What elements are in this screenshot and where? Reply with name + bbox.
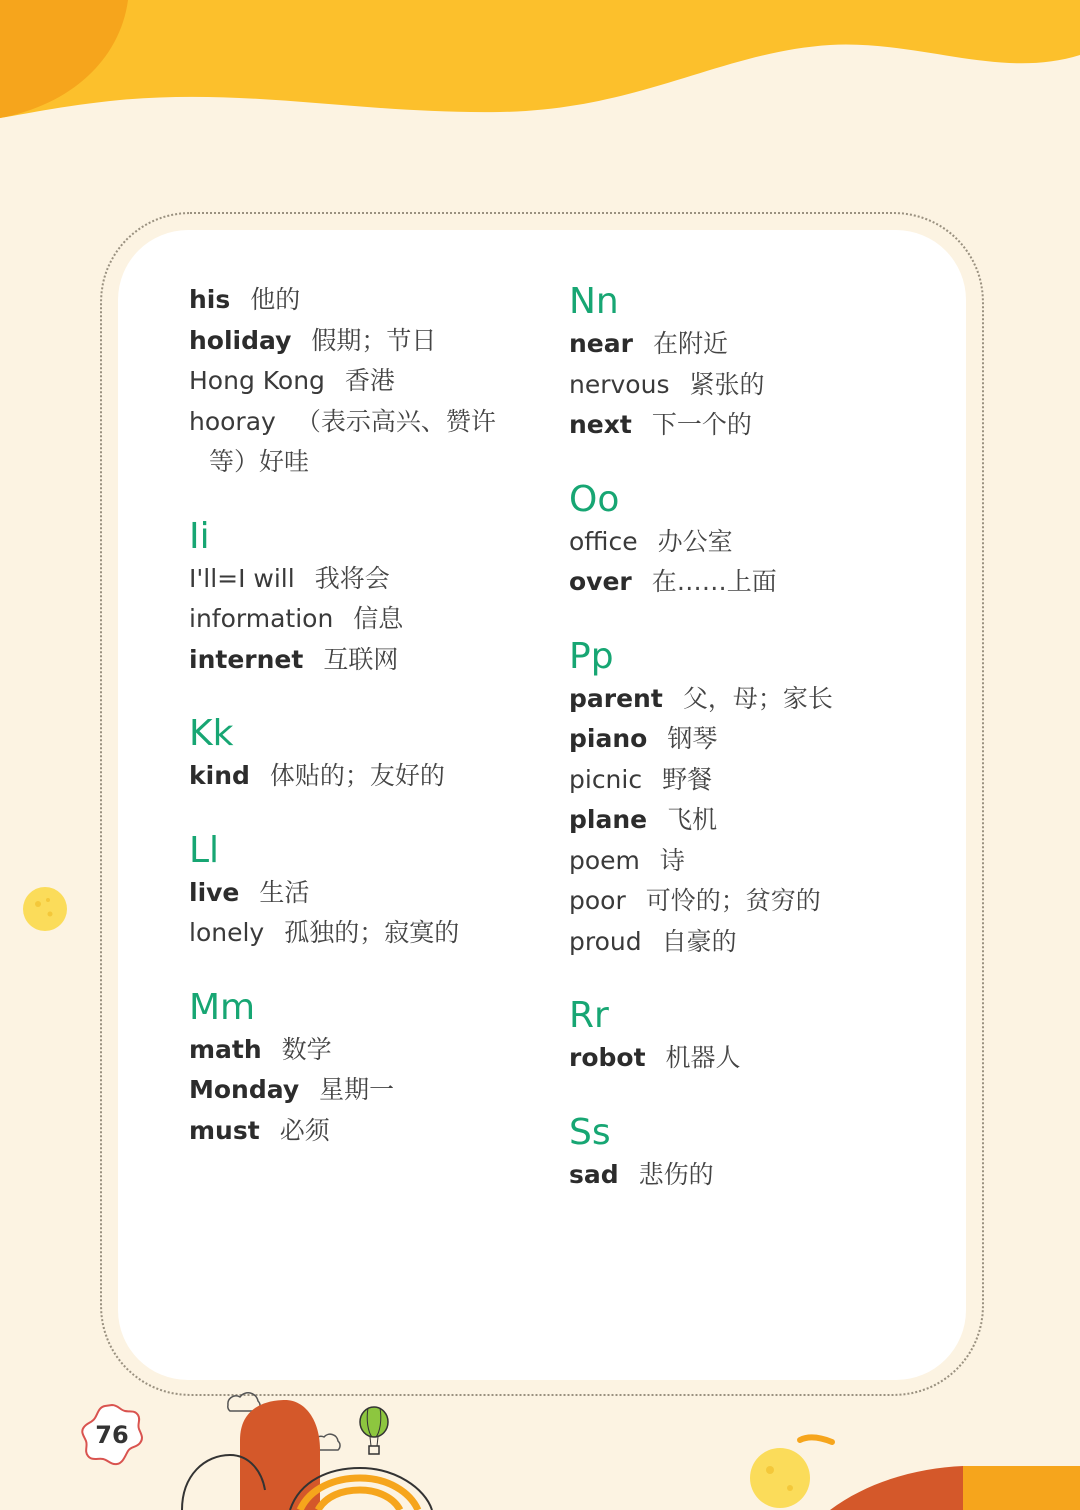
- english-word: proud: [569, 926, 642, 956]
- chinese-meaning: 假期；节日: [311, 325, 437, 355]
- vocab-entry: [189, 559, 529, 600]
- letter-heading: Oo: [569, 478, 620, 520]
- english-word: sad: [569, 1159, 619, 1189]
- vocab-entry: [569, 1038, 949, 1079]
- english-word: poem: [569, 845, 640, 875]
- english-word: math: [189, 1034, 262, 1064]
- left-column: [189, 280, 529, 1151]
- english-word: office: [569, 526, 638, 556]
- vocab-entry: [189, 913, 529, 954]
- vocab-entry: [189, 280, 529, 321]
- english-word: I'll=I will: [189, 563, 295, 593]
- chinese-meaning: 生活: [259, 877, 310, 907]
- section-gap: [569, 603, 949, 635]
- chinese-meaning: 办公室: [657, 526, 733, 556]
- right-column: [569, 280, 949, 1195]
- english-word: lonely: [189, 918, 265, 947]
- vocab-entry: [569, 841, 949, 882]
- vocab-entry: [189, 640, 529, 681]
- vocab-entry: [569, 760, 949, 801]
- chinese-meaning: 体贴的；友好的: [269, 761, 445, 790]
- chinese-meaning: 数学: [281, 1034, 332, 1064]
- letter-heading: Ii: [189, 515, 210, 557]
- chinese-meaning: 我将会: [314, 563, 390, 593]
- english-word: hooray: [189, 406, 276, 436]
- vocab-entry: [569, 324, 949, 365]
- english-word: next: [569, 410, 632, 439]
- letter-heading: Mm: [189, 986, 256, 1028]
- vocab-entry: [569, 800, 949, 841]
- english-word: kind: [189, 761, 250, 790]
- vocab-entry: [189, 873, 529, 914]
- chinese-meaning: 下一个的: [651, 410, 752, 439]
- chinese-meaning: 诗: [659, 845, 685, 875]
- english-word: picnic: [569, 764, 643, 794]
- bottom-decoration: [0, 1380, 1080, 1510]
- chinese-meaning: 互联网: [323, 644, 399, 674]
- english-word: internet: [189, 644, 304, 674]
- vocab-entry: [569, 1155, 949, 1196]
- letter-heading: Nn: [569, 281, 619, 322]
- vocab-entry: [569, 922, 949, 963]
- vocab-entry: [189, 599, 529, 640]
- chinese-meaning: 紧张的: [689, 369, 765, 399]
- vocab-entry: [189, 321, 529, 362]
- chinese-meaning: 自豪的: [661, 926, 737, 956]
- section-gap: [569, 962, 949, 994]
- chinese-meaning: 野餐: [662, 764, 713, 794]
- section-gap: [569, 1079, 949, 1111]
- vocab-entry: [569, 562, 949, 603]
- page-number: 76: [95, 1421, 129, 1449]
- vocab-entry: [569, 365, 949, 406]
- english-word: live: [189, 877, 240, 907]
- english-word: information: [189, 604, 334, 633]
- section-gap: [569, 446, 949, 478]
- chinese-meaning: 钢琴: [667, 724, 718, 753]
- chinese-meaning: （表示高兴、赞许等）好哇: [209, 406, 496, 476]
- letter-heading: Ss: [569, 1111, 611, 1153]
- english-word: must: [189, 1115, 260, 1145]
- chinese-meaning: 香港: [344, 366, 395, 395]
- vocab-entry: [569, 405, 949, 446]
- chinese-meaning: 可怜的；贫穷的: [645, 886, 821, 915]
- english-word: parent: [569, 683, 663, 713]
- chinese-meaning: 星期一: [319, 1075, 395, 1104]
- chinese-meaning: 在……上面: [651, 567, 777, 596]
- vocab-entry: [569, 719, 949, 760]
- vocab-entry: [189, 361, 529, 402]
- english-word: Monday: [189, 1075, 300, 1104]
- chinese-meaning: 机器人: [665, 1043, 741, 1072]
- english-word: Hong Kong: [189, 366, 325, 395]
- chinese-meaning: 父，母；家长: [682, 683, 833, 713]
- vocab-entry: [569, 881, 949, 922]
- vocab-entry: [189, 1111, 529, 1152]
- chinese-meaning: 在附近: [652, 329, 728, 358]
- vocab-entry: [569, 522, 949, 563]
- chinese-meaning: 信息: [353, 604, 404, 633]
- chinese-meaning: 孤独的；寂寞的: [284, 918, 460, 947]
- english-word: holiday: [189, 325, 292, 355]
- vocab-entry: [189, 1030, 529, 1071]
- english-word: nervous: [569, 369, 670, 399]
- vocab-entry: [189, 756, 529, 797]
- moon-decoration: [20, 884, 70, 934]
- english-word: over: [569, 567, 632, 596]
- letter-heading: Pp: [569, 635, 614, 677]
- english-word: robot: [569, 1043, 646, 1072]
- top-wave-decoration: [0, 0, 1080, 130]
- vocab-entry: [189, 1070, 529, 1111]
- chinese-meaning: 他的: [250, 285, 301, 314]
- section-gap: [189, 680, 529, 712]
- letter-heading: Rr: [569, 995, 609, 1036]
- vocab-entry: [189, 402, 529, 483]
- section-gap: [189, 797, 529, 829]
- english-word: poor: [569, 886, 626, 915]
- vocab-entry: [569, 679, 949, 720]
- section-gap: [189, 483, 529, 515]
- english-word: near: [569, 329, 633, 358]
- english-word: his: [189, 285, 231, 314]
- chinese-meaning: 飞机: [667, 805, 718, 834]
- chinese-meaning: 必须: [279, 1115, 330, 1145]
- english-word: plane: [569, 805, 648, 834]
- chinese-meaning: 悲伤的: [638, 1159, 714, 1189]
- section-gap: [189, 954, 529, 986]
- letter-heading: Kk: [189, 713, 234, 754]
- english-word: piano: [569, 724, 648, 753]
- letter-heading: Ll: [189, 829, 220, 871]
